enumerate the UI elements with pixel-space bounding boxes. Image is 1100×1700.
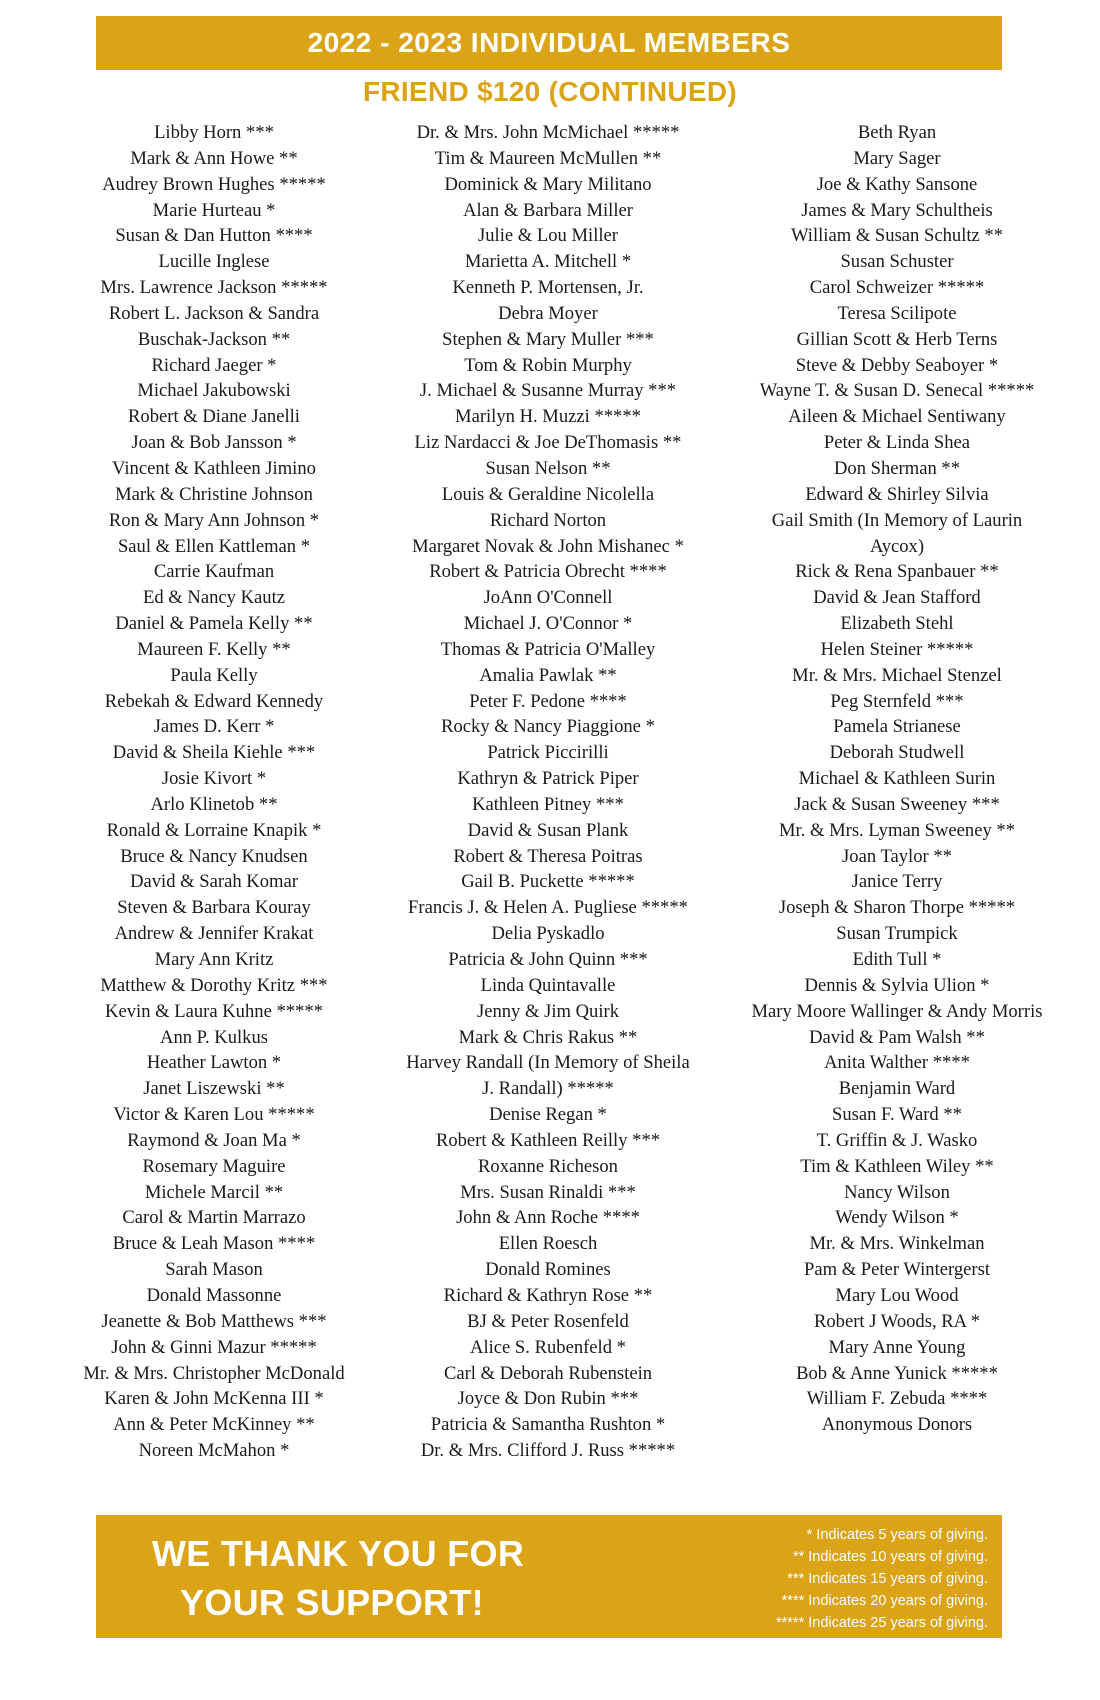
member-name: Louis & Geraldine Nicolella xyxy=(441,483,655,505)
member-name: Mark & Ann Howe ** xyxy=(130,147,298,169)
member-name: Heather Lawton * xyxy=(146,1052,282,1074)
member-name: Julie & Lou Miller xyxy=(478,225,618,247)
member-name: William F. Zebuda **** xyxy=(806,1388,988,1410)
member-name: Michele Marcil ** xyxy=(144,1181,284,1203)
member-name: Victor & Karen Lou ***** xyxy=(113,1104,315,1126)
member-name: Roxanne Richeson xyxy=(478,1155,618,1177)
member-name: Mr. & Mrs. Lyman Sweeney ** xyxy=(778,819,1016,841)
member-name: Carrie Kaufman xyxy=(153,561,275,583)
member-name: Harvey Randall (In Memory of Sheila xyxy=(406,1052,690,1074)
member-name: Kathleen Pitney *** xyxy=(472,793,624,815)
member-name: Joan Taylor ** xyxy=(842,845,952,867)
member-name: Audrey Brown Hughes ***** xyxy=(102,173,326,195)
member-name: Carol & Martin Marrazo xyxy=(122,1207,306,1229)
member-name: Nancy Wilson xyxy=(844,1181,950,1203)
member-name: Mary Anne Young xyxy=(828,1336,966,1358)
member-column-3 xyxy=(727,120,1067,1438)
member-name: Jack & Susan Sweeney *** xyxy=(794,793,1000,815)
member-name: Robert & Theresa Poitras xyxy=(453,845,643,867)
member-name: Edith Tull * xyxy=(852,949,942,970)
header-banner xyxy=(96,16,1002,70)
member-name: Ed & Nancy Kautz xyxy=(143,587,285,609)
member-name: Kenneth P. Mortensen, Jr. xyxy=(452,277,644,299)
member-name: Robert & Patricia Obrecht **** xyxy=(429,561,667,583)
thank-you-line-1: WE THANK YOU FOR xyxy=(152,1533,525,1574)
member-name: Ronald & Lorraine Knapik * xyxy=(106,819,322,841)
member-name: Edward & Shirley Silvia xyxy=(805,483,989,505)
member-name: Donald Massonne xyxy=(146,1284,282,1306)
member-name: William & Susan Schultz ** xyxy=(790,225,1004,247)
member-name: Alan & Barbara Miller xyxy=(463,199,633,221)
member-name: Peter F. Pedone **** xyxy=(469,690,627,712)
member-name: David & Sheila Kiehle *** xyxy=(112,742,316,764)
member-name: Ron & Mary Ann Johnson * xyxy=(108,509,320,531)
legend-item: ** Indicates 10 years of giving. xyxy=(792,1549,988,1565)
member-name: Denise Regan * xyxy=(489,1104,607,1126)
member-name: Teresa Scilipote xyxy=(837,302,957,324)
member-name: Linda Quintavalle xyxy=(480,974,616,996)
member-name: Libby Horn *** xyxy=(154,122,274,143)
member-name: John & Ann Roche **** xyxy=(456,1207,640,1229)
member-name: Ann P. Kulkus xyxy=(160,1026,268,1048)
member-name: Carol Schweizer ***** xyxy=(809,277,985,299)
member-name: Delia Pyskadlo xyxy=(491,923,605,945)
member-name: Kathryn & Patrick Piper xyxy=(457,768,639,790)
member-name: Mary Sager xyxy=(853,147,941,169)
member-name: Alice S. Rubenfeld * xyxy=(470,1336,626,1358)
member-name: Mr. & Mrs. Michael Stenzel xyxy=(792,664,1002,686)
member-name: Michael Jakubowski xyxy=(137,380,291,402)
member-name: John & Ginni Mazur ***** xyxy=(111,1336,317,1358)
member-name: BJ & Peter Rosenfeld xyxy=(467,1310,629,1332)
member-name: Patricia & John Quinn *** xyxy=(448,949,648,970)
member-name: David & Pam Walsh ** xyxy=(809,1026,985,1048)
member-name: Janice Terry xyxy=(851,871,943,893)
member-name: Mr. & Mrs. Christopher McDonald xyxy=(83,1362,345,1384)
member-name: Helen Steiner ***** xyxy=(820,638,974,660)
member-name: Saul & Ellen Kattleman * xyxy=(117,535,311,557)
member-name: David & Jean Stafford xyxy=(813,587,981,609)
member-name: Mary Ann Kritz xyxy=(154,949,274,970)
member-name: Dr. & Mrs. John McMichael ***** xyxy=(416,122,680,143)
member-name: Mrs. Susan Rinaldi *** xyxy=(460,1181,636,1203)
member-name: Dominick & Mary Militano xyxy=(444,173,652,195)
member-name: Susan Schuster xyxy=(840,251,954,273)
member-name: Dennis & Sylvia Ulion * xyxy=(804,974,990,996)
member-name: Michael & Kathleen Surin xyxy=(798,768,996,790)
member-name: Gillian Scott & Herb Terns xyxy=(796,328,998,350)
member-name: Jenny & Jim Quirk xyxy=(476,1000,620,1022)
member-name: Vincent & Kathleen Jimino xyxy=(112,457,316,479)
thank-you-line-2: YOUR SUPPORT! xyxy=(180,1582,484,1623)
member-name: Steve & Debby Seaboyer * xyxy=(795,354,999,376)
member-name: Deborah Studwell xyxy=(829,742,965,764)
legend-item: **** Indicates 20 years of giving. xyxy=(781,1593,988,1609)
member-name: Mr. & Mrs. Winkelman xyxy=(809,1233,985,1255)
member-name: Margaret Novak & John Mishanec * xyxy=(412,535,684,557)
member-name: Tim & Maureen McMullen ** xyxy=(434,147,662,169)
member-name: Arlo Klinetob ** xyxy=(150,793,278,815)
member-name: J. Michael & Susanne Murray *** xyxy=(419,380,677,402)
member-name: Mary Moore Wallinger & Andy Morris xyxy=(751,1000,1043,1022)
member-name: Susan Trumpick xyxy=(836,923,958,945)
member-name: Donald Romines xyxy=(485,1259,611,1281)
member-name: Wayne T. & Susan D. Senecal ***** xyxy=(759,380,1035,402)
member-name: Patrick Piccirilli xyxy=(487,742,609,764)
member-name: Debra Moyer xyxy=(498,302,598,324)
member-name: Amalia Pawlak ** xyxy=(479,664,617,686)
member-name: Paula Kelly xyxy=(170,664,258,686)
member-name: Joan & Bob Jansson * xyxy=(131,432,297,454)
legend-item: * Indicates 5 years of giving. xyxy=(806,1527,988,1543)
member-name: Robert & Kathleen Reilly *** xyxy=(435,1129,661,1151)
member-name: Ann & Peter McKinney ** xyxy=(113,1414,315,1436)
page-title: 2022 - 2023 INDIVIDUAL MEMBERS xyxy=(307,27,791,58)
member-name: James D. Kerr * xyxy=(153,716,275,738)
member-name: David & Sarah Komar xyxy=(130,871,298,893)
member-name: Kevin & Laura Kuhne ***** xyxy=(105,1000,323,1022)
legend-item: ***** Indicates 25 years of giving. xyxy=(776,1615,988,1631)
member-name: Gail B. Puckette ***** xyxy=(461,871,635,893)
member-name: Janet Liszewski ** xyxy=(143,1078,285,1100)
member-name: Marilyn H. Muzzi ***** xyxy=(455,406,641,428)
member-name: Bruce & Leah Mason **** xyxy=(112,1233,316,1255)
member-name: Peter & Linda Shea xyxy=(823,432,971,454)
member-name: Josie Kivort * xyxy=(161,768,267,790)
member-name: Bob & Anne Yunick ***** xyxy=(796,1362,998,1384)
member-name: Richard Jaeger * xyxy=(151,354,277,376)
member-name: Benjamin Ward xyxy=(838,1078,956,1100)
member-name: Rick & Rena Spanbauer ** xyxy=(795,561,999,583)
member-name: Marietta A. Mitchell * xyxy=(464,251,632,273)
member-name: Susan F. Ward ** xyxy=(832,1104,962,1126)
member-name: Aycox) xyxy=(869,535,925,557)
member-name: Peg Sternfeld *** xyxy=(830,690,964,712)
member-name: T. Griffin & J. Wasko xyxy=(816,1129,978,1151)
member-name: Lucille Inglese xyxy=(158,251,270,273)
member-name: Gail Smith (In Memory of Laurin xyxy=(771,509,1023,531)
member-name: JoAnn O'Connell xyxy=(483,587,613,609)
member-name: Pamela Strianese xyxy=(833,716,961,738)
member-name: Bruce & Nancy Knudsen xyxy=(120,845,308,867)
member-name: Beth Ryan xyxy=(857,122,937,143)
member-name: Steven & Barbara Kouray xyxy=(117,897,311,919)
member-name: Pam & Peter Wintergerst xyxy=(803,1259,991,1281)
member-name: Rocky & Nancy Piaggione * xyxy=(441,716,655,738)
member-name: Joyce & Don Rubin *** xyxy=(457,1388,639,1410)
member-name: Wendy Wilson * xyxy=(835,1207,959,1229)
member-name: Joseph & Sharon Thorpe ***** xyxy=(778,897,1016,919)
member-name: Carl & Deborah Rubenstein xyxy=(443,1362,653,1384)
member-name: Noreen McMahon * xyxy=(138,1440,290,1462)
member-name: Tim & Kathleen Wiley ** xyxy=(800,1155,994,1177)
member-name: Francis J. & Helen A. Pugliese ***** xyxy=(408,897,688,919)
member-name: Stephen & Mary Muller *** xyxy=(442,328,654,350)
legend-item: *** Indicates 15 years of giving. xyxy=(787,1571,988,1587)
member-name: Robert J Woods, RA * xyxy=(813,1310,981,1332)
member-column-1 xyxy=(51,120,377,1464)
member-name: Don Sherman ** xyxy=(833,457,960,479)
member-name: Robert & Diane Janelli xyxy=(128,406,300,428)
member-name: Buschak-Jackson ** xyxy=(137,328,291,350)
member-name: Liz Nardacci & Joe DeThomasis ** xyxy=(414,432,682,454)
member-name: Mary Lou Wood xyxy=(835,1284,959,1306)
member-name: Ellen Roesch xyxy=(498,1233,598,1255)
member-name: Jeanette & Bob Matthews *** xyxy=(101,1310,327,1332)
member-name: Karen & John McKenna III * xyxy=(104,1388,324,1410)
member-name: Aileen & Michael Sentiwany xyxy=(788,406,1006,428)
member-name: Joe & Kathy Sansone xyxy=(816,173,978,195)
section-title: FRIEND $120 (CONTINUED) xyxy=(362,76,738,107)
member-name: Mark & Chris Rakus ** xyxy=(458,1026,638,1048)
member-name: Tom & Robin Murphy xyxy=(464,354,632,376)
member-name: Anita Walther **** xyxy=(824,1052,970,1074)
member-name: Mark & Christine Johnson xyxy=(115,483,313,505)
member-name: Michael J. O'Connor * xyxy=(463,613,633,635)
member-name: Richard & Kathryn Rose ** xyxy=(443,1284,653,1306)
giving-legend xyxy=(776,1524,988,1634)
member-name: Anonymous Donors xyxy=(821,1414,973,1436)
member-name: Elizabeth Stehl xyxy=(840,613,954,635)
member-name: Daniel & Pamela Kelly ** xyxy=(115,613,313,635)
member-name: Dr. & Mrs. Clifford J. Russ ***** xyxy=(420,1440,676,1462)
member-name: Rebekah & Edward Kennedy xyxy=(104,690,324,712)
member-name: Sarah Mason xyxy=(165,1259,263,1281)
member-name: Marie Hurteau * xyxy=(152,199,276,221)
member-name: Robert L. Jackson & Sandra xyxy=(108,302,320,324)
footer-banner xyxy=(96,1515,1002,1638)
member-name: J. Randall) ***** xyxy=(482,1078,614,1100)
member-name: Richard Norton xyxy=(489,509,607,531)
member-name: Susan Nelson ** xyxy=(485,457,611,479)
member-name: Patricia & Samantha Rushton * xyxy=(430,1414,666,1436)
member-name: Andrew & Jennifer Krakat xyxy=(114,923,314,945)
member-name: Matthew & Dorothy Kritz *** xyxy=(100,974,328,996)
member-name: Rosemary Maguire xyxy=(142,1155,286,1177)
member-name: James & Mary Schultheis xyxy=(801,199,993,221)
member-name: Maureen F. Kelly ** xyxy=(137,638,291,660)
member-name: Raymond & Joan Ma * xyxy=(127,1129,301,1151)
member-column-2 xyxy=(381,120,715,1464)
member-name: David & Susan Plank xyxy=(467,819,629,841)
member-name: Mrs. Lawrence Jackson ***** xyxy=(100,277,328,299)
member-name: Susan & Dan Hutton **** xyxy=(115,225,313,247)
member-name: Thomas & Patricia O'Malley xyxy=(440,638,656,660)
